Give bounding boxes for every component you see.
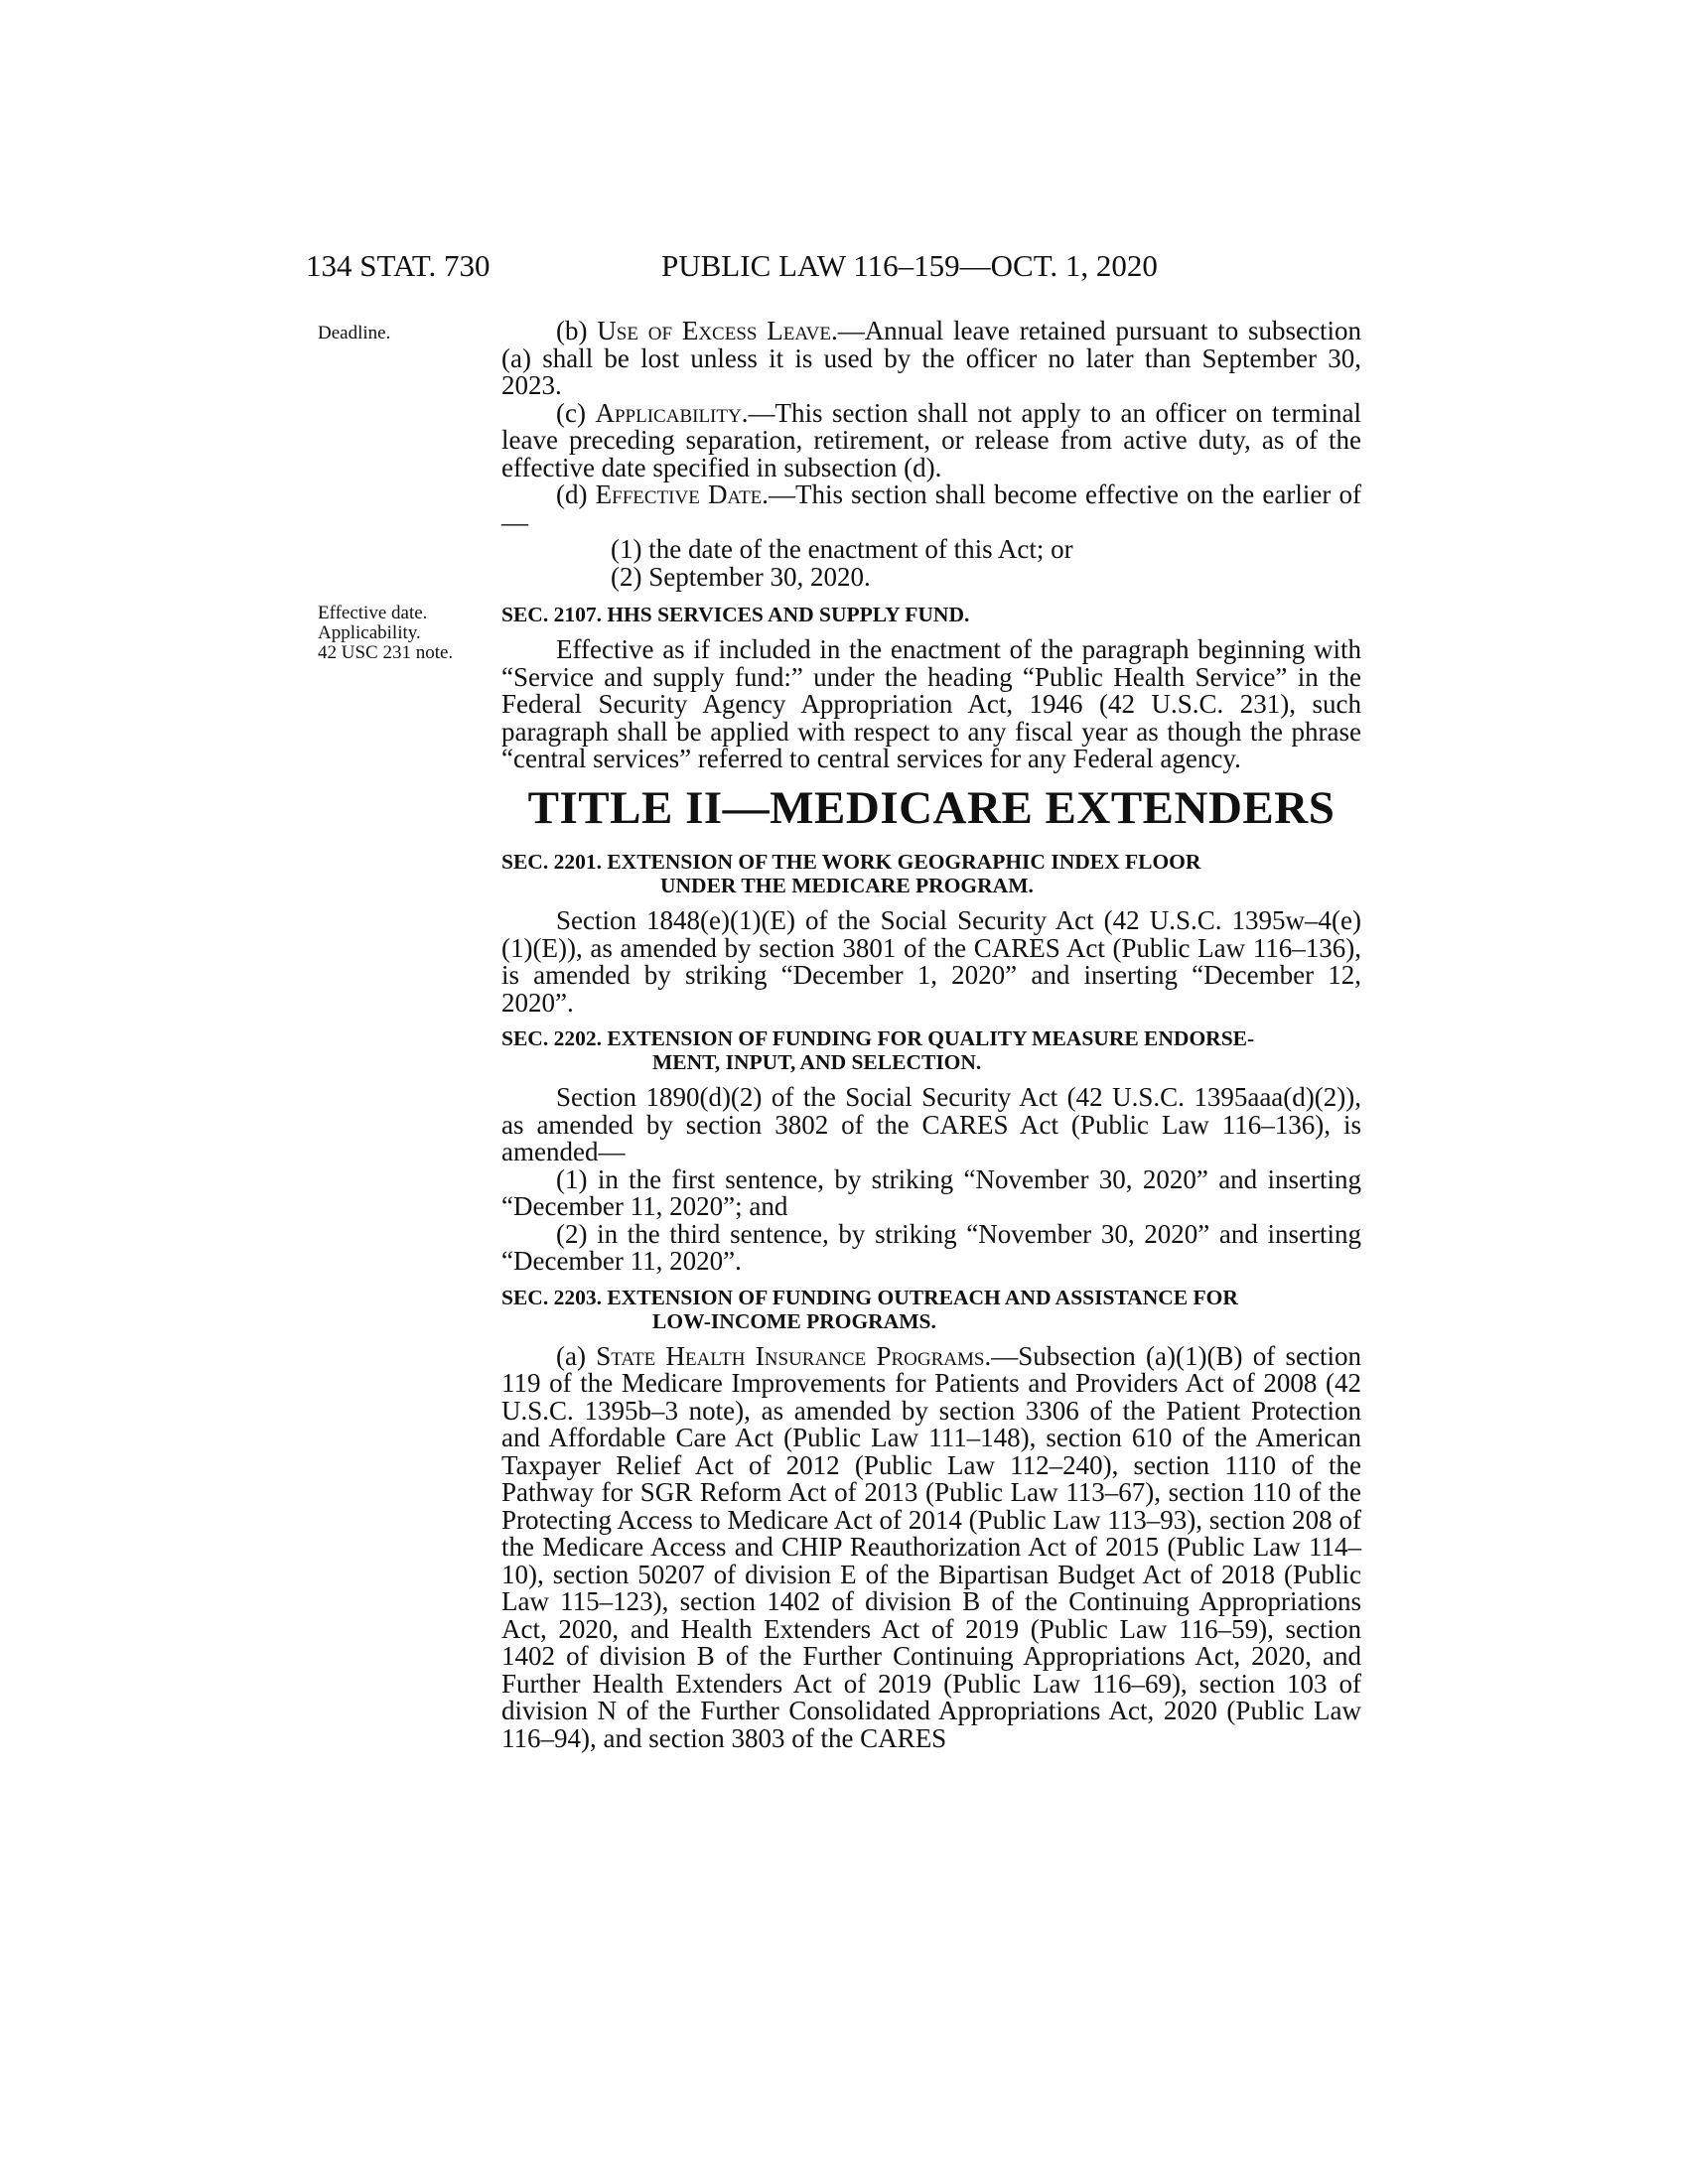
sec-2203-subsection-a: (a) State Health Insurance Programs.—Subsection (a)(1)(B) of section 119 of the Medicare Improvements for Patients and Providers Act of 2008 (42 U.S.C. 1395b–3 note), as amended by section 3306 of the Patient Protection and Affordable Care Act (Public Law 111–148), section 610 of the American Taxpayer Relief Act of 2012 (Public Law 112–240), section 1110 of the Pathway for SGR Reform Act of 2013 (Public Law 113–67), section 110 of the Protecting Access to Medicare Act of 2014 (Public Law 113–93), section 208 of the Medicare Access and CHIP Reauthorization Act of 2015 (Public Law 114–10), section 50207 of division E of the Bipartisan Budget Act of 2018 (Public Law 115–123), section 1402 of division B of the Continuing Appropriations Act, 2020, and Health Extenders Act of 2019 (Public Law 116–59), section 1402 of division B of the Further Continuing Appropriations Act, 2020, and Further Health Extenders Act of 2019 (Public Law 116–69), section 103 of division N of the Further Consolidated Appropriations Act, 2020 (Public Law 116–94), and section 3803 of the CARES bbox=[501, 1340, 1361, 1753]
body-column bbox=[501, 318, 1361, 1752]
subsection-d-item-1: (1) the date of the enactment of this Act; or bbox=[611, 534, 1073, 564]
subsection-d-caption: Effective Date bbox=[595, 479, 763, 509]
margin-note-usc: 42 USC 231 note. bbox=[318, 642, 454, 663]
subsection-b: (b) Use of Excess Leave.—Annual leave retained pursuant to subsection (a) shall be lost unless it is used by the officer no later than September 30, 2023. bbox=[501, 316, 1361, 400]
sec-2107-text: Effective as if included in the enactment of the paragraph beginning with “Service and supply fund:” under the heading “Public Health Service” in the Federal Security Agency Appropriation Act, 1946 (42 U.S.C. 231), such paragraph shall be applied with respect to any fiscal year as though the phrase “central services” referred to central services for any Federal agency. bbox=[501, 634, 1361, 773]
margin-note-applicability: Applicability. bbox=[318, 622, 421, 643]
subsection-c: (c) Applicability.—This section shall not apply to an officer on terminal leave preceding separation, retirement, or release from active duty, as of the effective date specified in subsection (d). bbox=[501, 397, 1361, 482]
sec-2202-text: Section 1890(d)(2) of the Social Security Act (42 U.S.C. 1395aaa(d)(2)), as amended by section 3802 of the CARES Act (Public Law 116–136), is amended— bbox=[501, 1082, 1361, 1166]
stat-citation: 134 STAT. 730 bbox=[306, 248, 491, 283]
sec-2203-subsection-a-caption: State Health Insurance Programs bbox=[596, 1340, 985, 1371]
margin-note-deadline: Deadline. bbox=[318, 323, 391, 343]
sec-2201-heading: SEC. 2201. EXTENSION OF THE WORK GEOGRAPHIC INDEX FLOOR UNDER THE MEDICARE PROGRAM. bbox=[501, 850, 1201, 897]
title-ii-heading: TITLE II—MEDICARE EXTENDERS bbox=[527, 781, 1336, 834]
page-header bbox=[306, 248, 1368, 288]
sec-2202-item-1: (1) in the first sentence, by striking “November 30, 2020” and inserting “December 11, 2020”; and bbox=[501, 1163, 1361, 1221]
public-law-title: PUBLIC LAW 116–159—OCT. 1, 2020 bbox=[661, 248, 1158, 283]
sec-2202-item-2: (2) in the third sentence, by striking “November 30, 2020” and inserting “December 11, 2020”. bbox=[501, 1218, 1361, 1276]
sec-2201-text: Section 1848(e)(1)(E) of the Social Security Act (42 U.S.C. 1395w–4(e)(1)(E)), as amended by section 3801 of the CARES Act (Public Law 116–136), is amended by striking “December 1, 2020” and inserting “December 12, 2020”. bbox=[501, 905, 1361, 1018]
sec-2203-heading: SEC. 2203. EXTENSION OF FUNDING OUTREACH AND ASSISTANCE FOR LOW-INCOME PROGRAMS. bbox=[501, 1285, 1238, 1333]
subsection-d-item-2: (2) September 30, 2020. bbox=[611, 561, 871, 592]
sec-2107-heading: SEC. 2107. HHS SERVICES AND SUPPLY FUND. bbox=[501, 603, 970, 626]
subsection-c-caption: Applicability bbox=[595, 397, 742, 428]
margin-notes-sec2107 bbox=[318, 604, 453, 663]
subsection-d: (d) Effective Date.—This section shall become effective on the earlier of— bbox=[501, 479, 1361, 537]
sec-2202-heading: SEC. 2202. EXTENSION OF FUNDING FOR QUALITY MEASURE ENDORSE- MENT, INPUT, AND SELECTION. bbox=[501, 1026, 1255, 1074]
margin-note-effective-date: Effective date. bbox=[318, 603, 428, 623]
subsection-b-caption: Use of Excess Leave bbox=[597, 316, 831, 345]
